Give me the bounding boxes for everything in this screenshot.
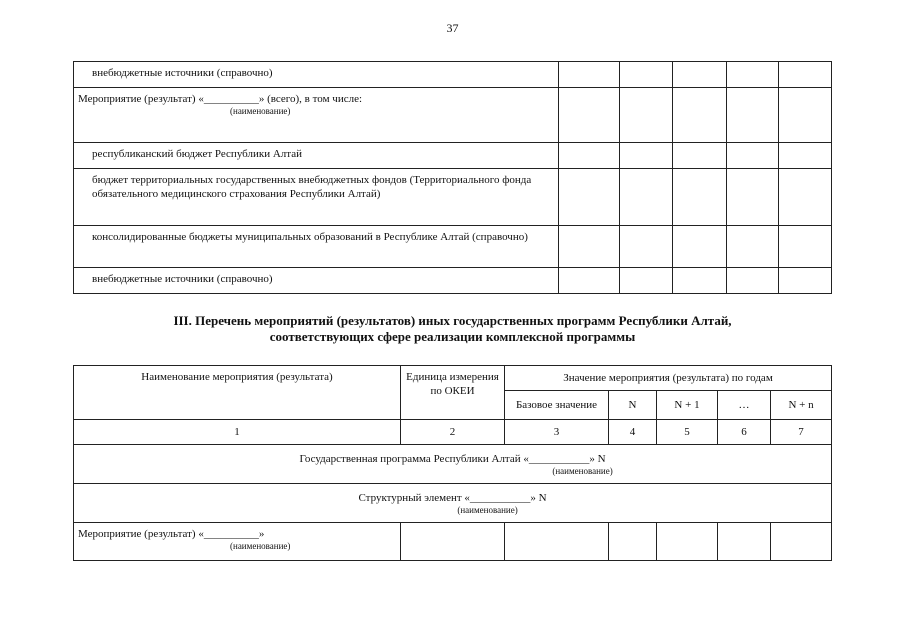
table-row xyxy=(74,226,832,268)
event-label: Мероприятие (результат) «__________» xyxy=(78,528,265,540)
row-label: консолидированные бюджеты муниципальных образований в Республике Алтай (справочно) xyxy=(74,226,559,268)
column-number: 1 xyxy=(74,420,401,445)
header-year-n: N xyxy=(609,391,657,420)
table-row xyxy=(74,62,832,88)
funding-sources-table xyxy=(73,61,832,294)
table-row xyxy=(74,169,832,226)
row-label xyxy=(74,88,559,143)
event-total-label: Мероприятие (результат) «__________» (всего), в том числе: xyxy=(78,93,363,105)
structural-element-row xyxy=(74,484,832,523)
structural-element-cell xyxy=(74,484,832,523)
program-row xyxy=(74,445,832,484)
column-number: 5 xyxy=(657,420,718,445)
program-label: Государственная программа Республики Алтай «___________» N xyxy=(299,453,606,465)
table-row xyxy=(74,88,832,143)
name-caption: (наименование) xyxy=(552,466,613,476)
section-heading-line-2: соответствующих сфере реализации комплексной программы xyxy=(269,329,636,344)
row-label: республиканский бюджет Республики Алтай xyxy=(74,143,559,169)
row-label: бюджет территориальных государственных внебюджетных фондов (Территориального фонда обязательного медицинского страхования Республики Алтай) xyxy=(74,169,559,226)
name-caption: (наименование) xyxy=(230,106,291,116)
header-unit: Единица измерения по ОКЕИ xyxy=(401,366,505,420)
table-row xyxy=(74,143,832,169)
events-table xyxy=(73,365,832,561)
page-number: 37 xyxy=(446,21,459,35)
table-row xyxy=(74,268,832,294)
row-label: внебюджетные источники (справочно) xyxy=(74,62,559,88)
header-ellipsis: … xyxy=(718,391,771,420)
column-number: 2 xyxy=(401,420,505,445)
column-number: 7 xyxy=(771,420,832,445)
header-base-value: Базовое значение xyxy=(505,391,609,420)
event-row xyxy=(74,523,832,561)
column-number: 6 xyxy=(718,420,771,445)
section-heading-line-1: III. Перечень мероприятий (результатов) иных государственных программ Республики Алтай, xyxy=(173,313,732,328)
name-caption: (наименование) xyxy=(457,505,518,515)
event-cell xyxy=(74,523,401,561)
header-values-by-year: Значение мероприятия (результата) по годам xyxy=(505,366,832,391)
column-number: 3 xyxy=(505,420,609,445)
header-year-n-plus-n: N + n xyxy=(771,391,832,420)
name-caption: (наименование) xyxy=(230,541,291,551)
structural-element-label: Структурный элемент «___________» N xyxy=(358,492,547,504)
section-heading xyxy=(0,313,905,345)
column-numbers-row xyxy=(74,420,832,445)
header-event-name: Наименование мероприятия (результата) xyxy=(74,366,401,420)
program-cell xyxy=(74,445,832,484)
header-year-n-plus-1: N + 1 xyxy=(657,391,718,420)
column-number: 4 xyxy=(609,420,657,445)
header-row xyxy=(74,366,832,391)
row-label: внебюджетные источники (справочно) xyxy=(74,268,559,294)
